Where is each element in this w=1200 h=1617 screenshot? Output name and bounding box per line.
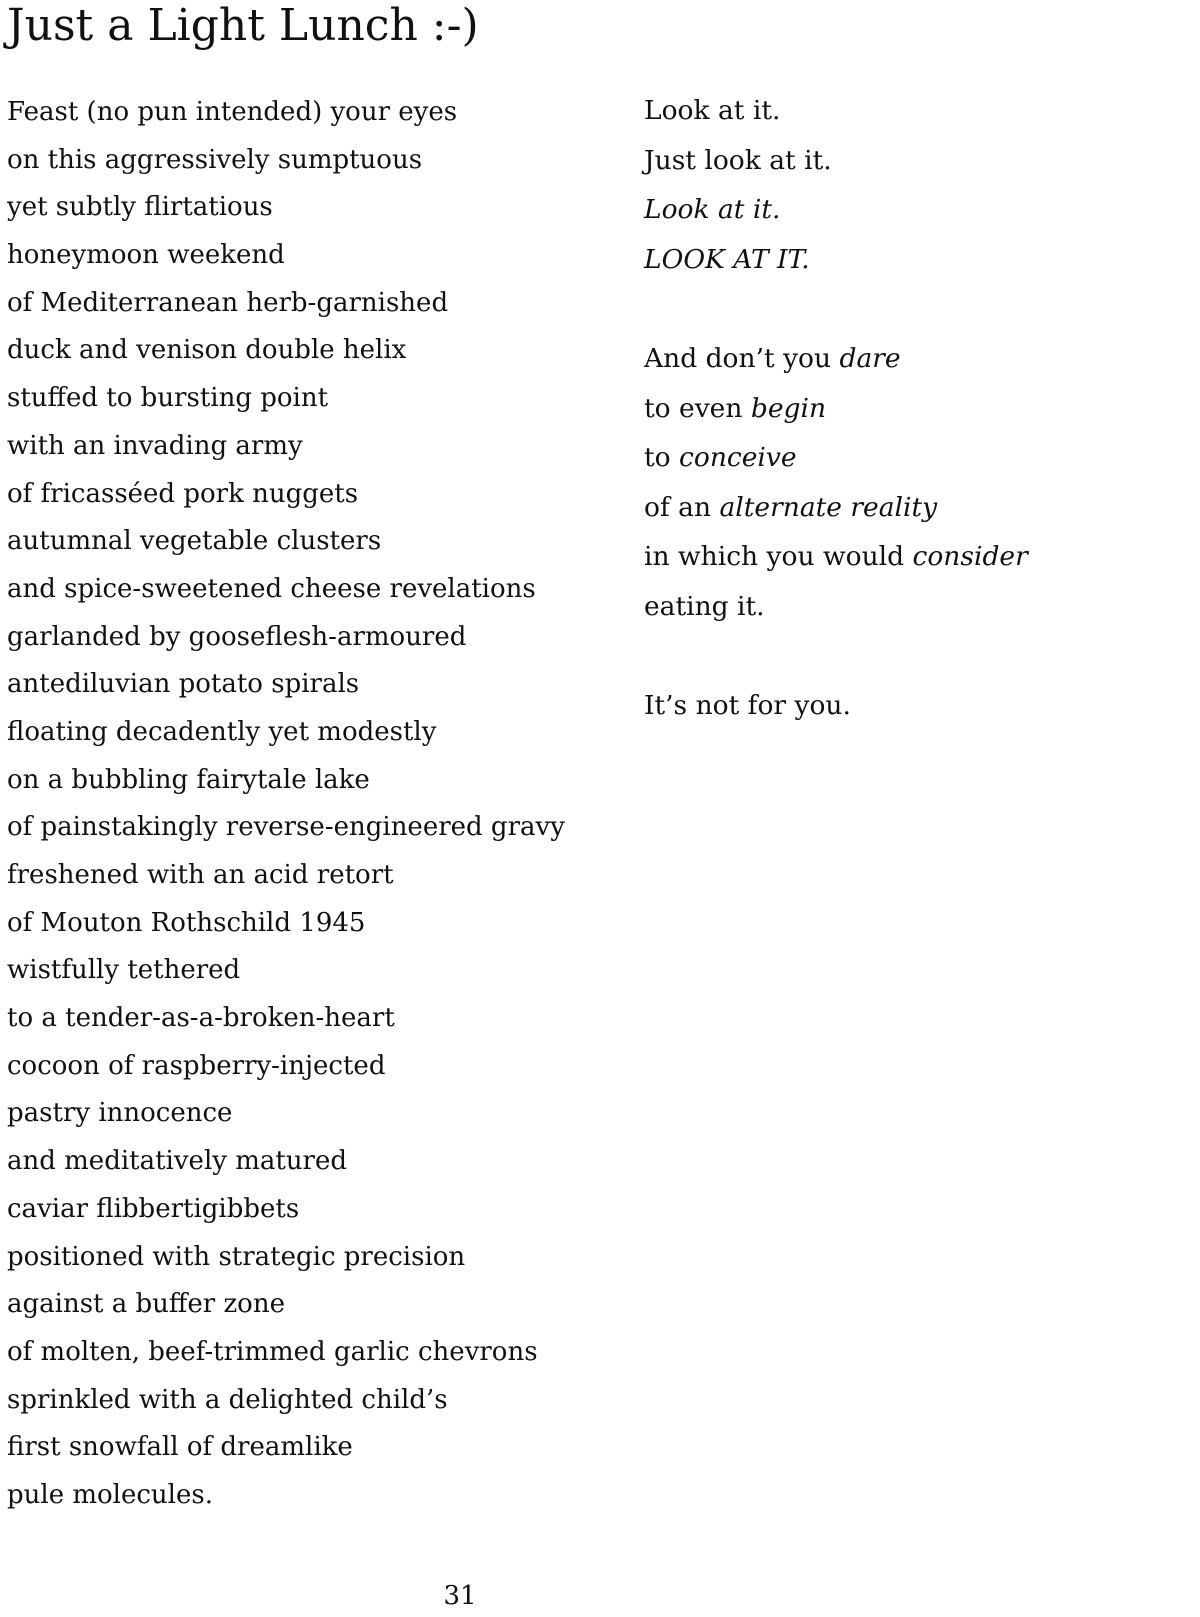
stanza-break <box>644 634 1184 684</box>
poem-line: on this aggressively sumptuous <box>7 144 423 175</box>
poem-line: sprinkled with a delighted child’s <box>7 1384 448 1415</box>
poem-title: Just a Light Lunch :-) <box>7 0 479 51</box>
poem-line: honeymoon weekend <box>7 240 285 271</box>
poem-line: duck and venison double helix <box>7 335 407 366</box>
emphasis-text: consider <box>912 541 1028 573</box>
poem-line: yet subtly flirtatious <box>7 192 273 223</box>
poem-line: autumnal vegetable clusters <box>7 526 382 557</box>
poem-line: wistfully tethered <box>7 955 241 986</box>
poem-line: and meditatively matured <box>7 1146 348 1177</box>
poem-line-italic: LOOK AT IT. <box>644 243 810 275</box>
poem-line: It’s not for you. <box>644 690 851 722</box>
line-text: And don’t you <box>644 342 840 374</box>
poem-line: Feast (no pun intended) your eyes <box>7 97 458 127</box>
poem-line: eating it. <box>644 590 765 622</box>
poem-line: of fricasséed pork nuggets <box>7 478 359 509</box>
poem-line: of Mediterranean herb-garnished <box>7 287 449 318</box>
poem-line: freshened with an acid retort <box>7 860 394 890</box>
emphasis-text: dare <box>839 342 901 374</box>
left-stanza <box>7 91 617 1522</box>
poem-line <box>644 485 1184 535</box>
poem-line: positioned with strategic precision <box>7 1241 466 1272</box>
poem-line: to a tender-as-a-broken-heart <box>7 1003 395 1034</box>
poem-line: pule molecules. <box>7 1479 213 1510</box>
line-text: of an <box>644 491 720 523</box>
emphasis-text: conceive <box>679 442 797 474</box>
line-text: in which you would <box>644 541 913 573</box>
poem-line: first snowfall of dreamlike <box>7 1432 353 1463</box>
poem-line: pastry innocence <box>7 1098 233 1129</box>
poem-line <box>644 435 1184 485</box>
poem-line: Look at it. <box>644 95 781 126</box>
poem-line: of molten, beef-trimmed garlic chevrons <box>7 1336 538 1367</box>
line-text: to <box>644 442 680 474</box>
page-number: 31 <box>443 1581 477 1611</box>
poem-line: stuffed to bursting point <box>7 383 329 414</box>
poem-line: Just look at it. <box>644 144 832 176</box>
poem-line: on a bubbling fairytale lake <box>7 764 370 795</box>
poem-line: of Mouton Rothschild 1945 <box>7 907 366 938</box>
poem-line: of painstakingly reverse-engineered gravy <box>7 812 565 843</box>
poem-line: with an invading army <box>7 430 303 461</box>
poem-line <box>644 336 1184 386</box>
line-text: to even <box>644 392 751 424</box>
poem-line <box>644 386 1184 436</box>
poem-line: against a buffer zone <box>7 1289 285 1320</box>
emphasis-text: begin <box>750 392 827 424</box>
stanza-break <box>644 286 1184 336</box>
emphasis-text: alternate reality <box>719 491 938 523</box>
poem-line: garlanded by gooseflesh-armoured <box>7 621 467 652</box>
poem-line: caviar flibbertigibbets <box>7 1193 300 1224</box>
poem-line: floating decadently yet modestly <box>7 716 437 747</box>
poem-line: antediluvian potato spirals <box>7 669 360 700</box>
poem-line: and spice-sweetened cheese revelations <box>7 573 536 604</box>
poem-line-italic: Look at it. <box>644 194 781 226</box>
poem-line <box>644 534 1184 584</box>
poem-line: cocoon of raspberry-injected <box>7 1050 386 1081</box>
right-stanza <box>644 88 1184 733</box>
